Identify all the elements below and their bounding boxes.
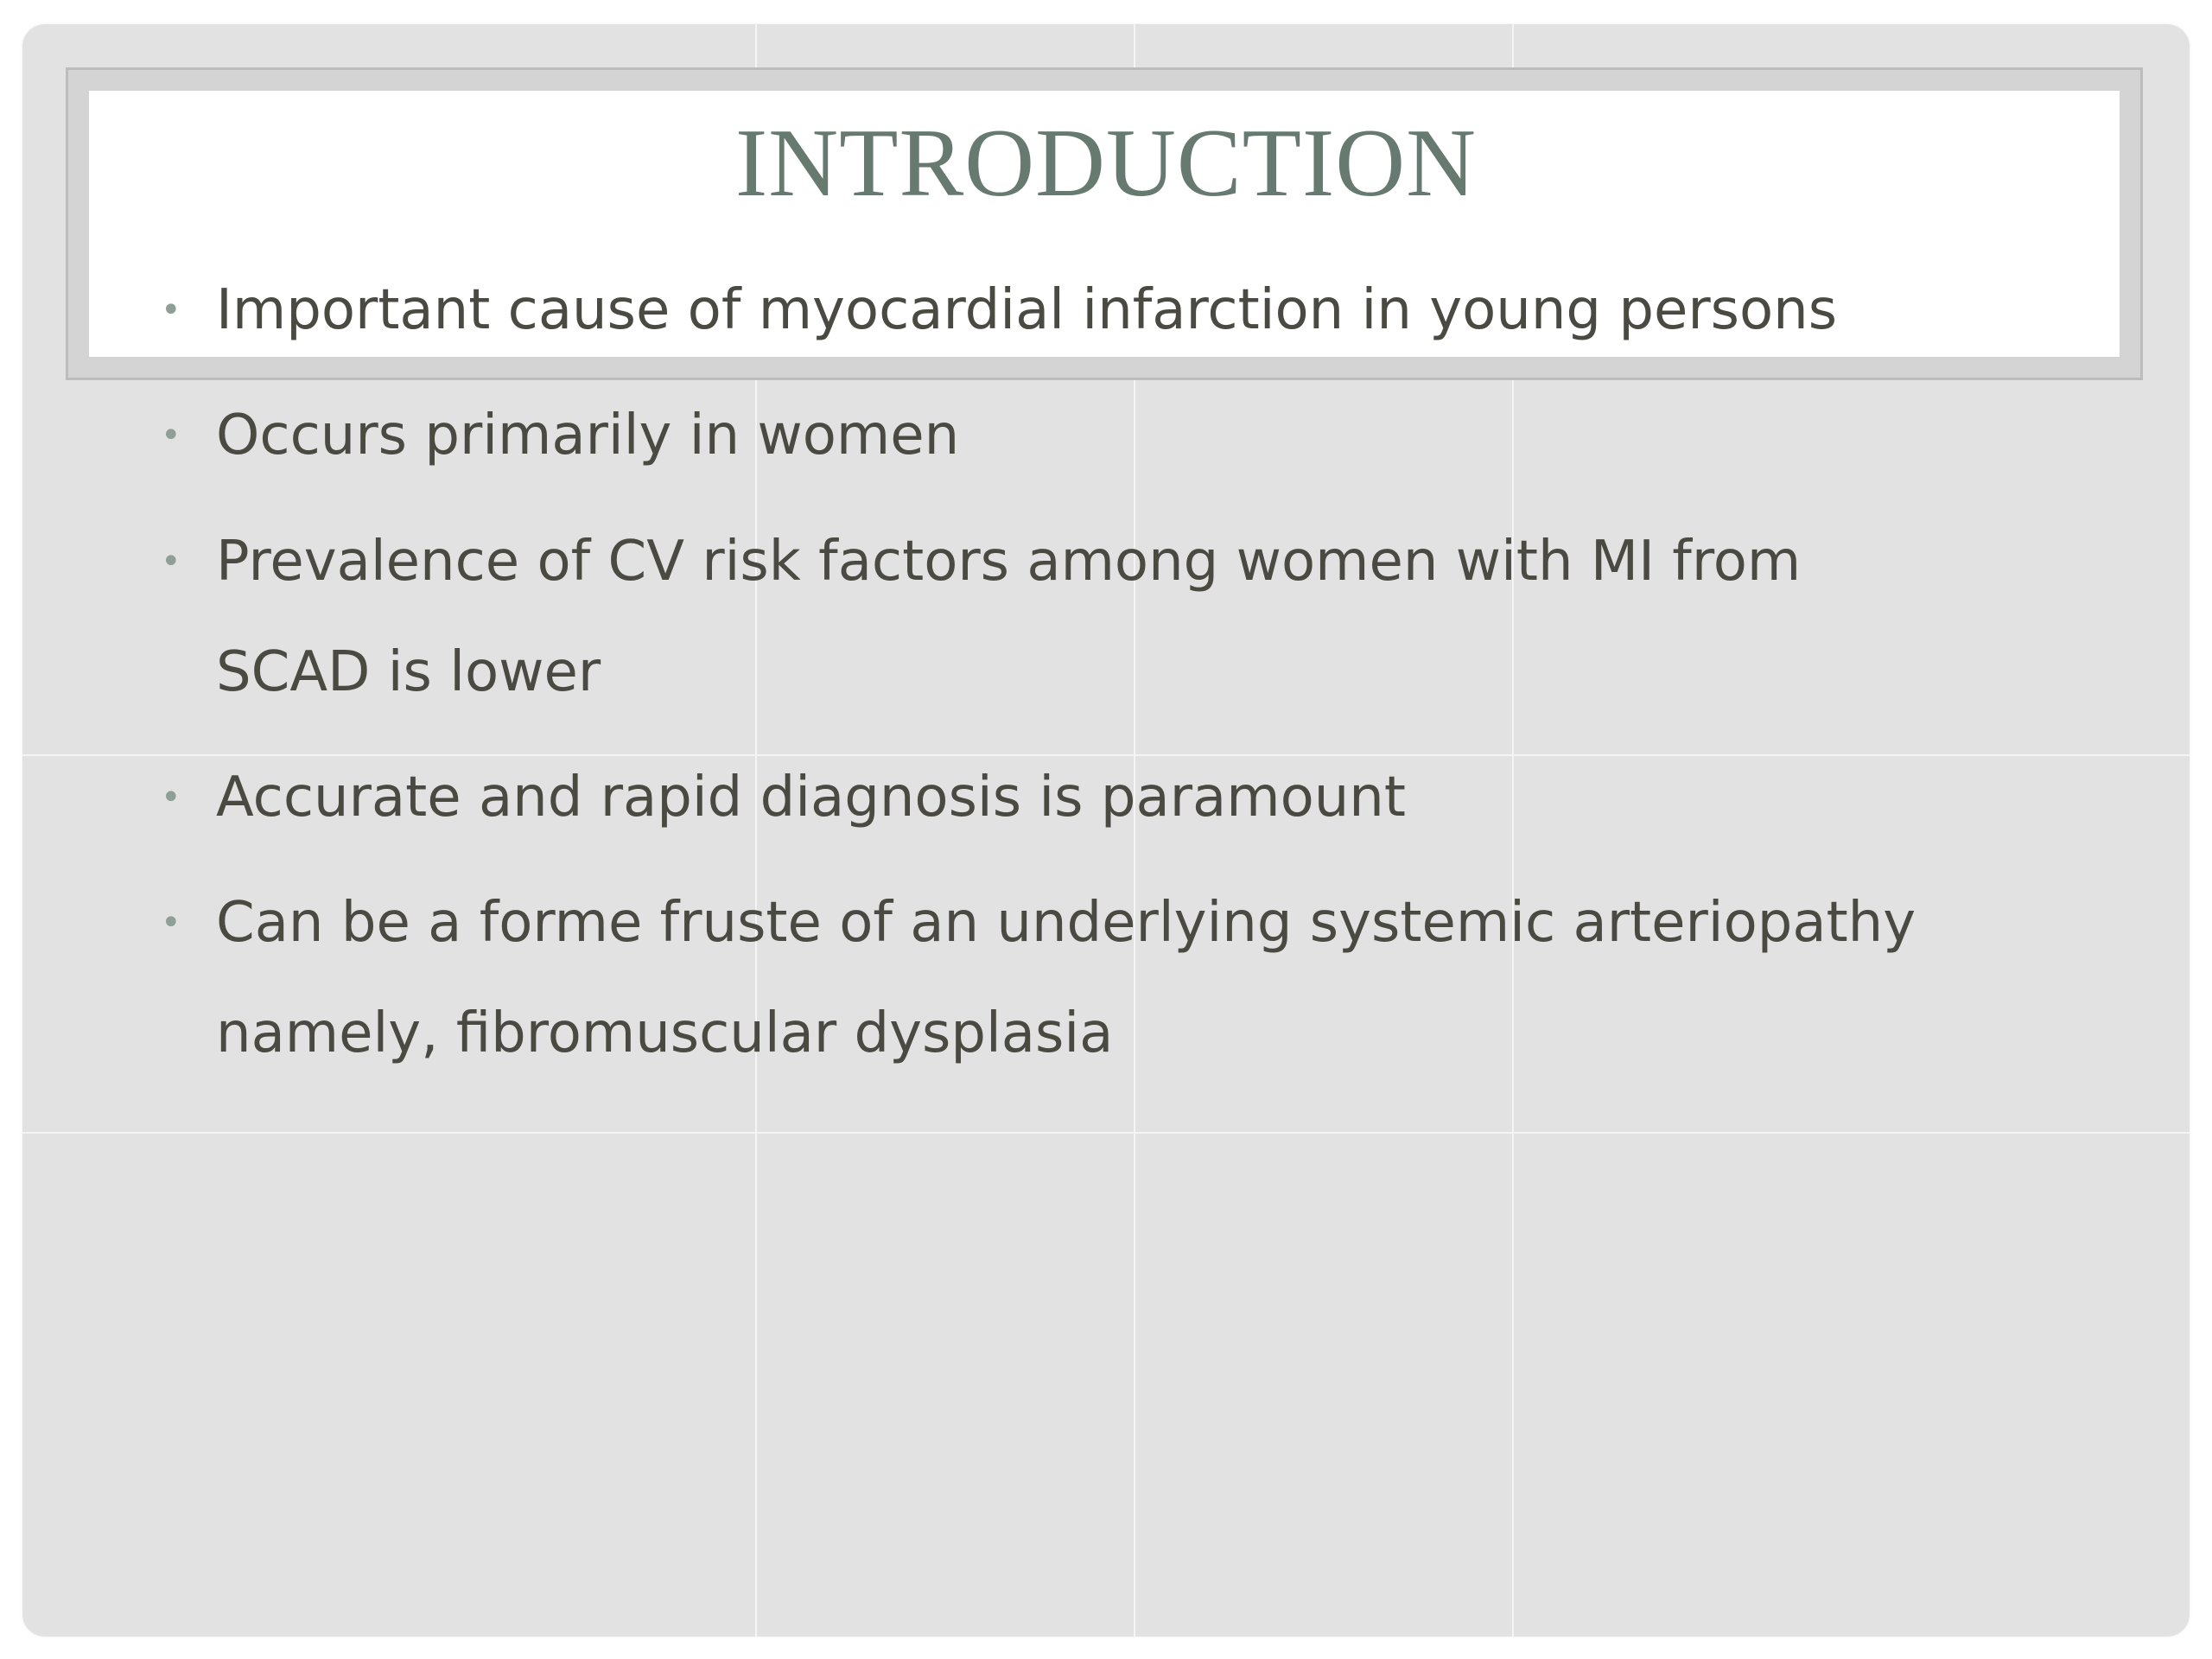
slide-title: INTRODUCTION	[734, 110, 1478, 217]
bullet-icon: •	[161, 290, 181, 330]
bullet-text	[216, 868, 2143, 1089]
bullet-line: SCAD is lower	[216, 640, 601, 704]
bullet-list	[22, 24, 2190, 1637]
slide	[22, 24, 2190, 1637]
bullet-line: Important cause of myocardial infarction in young persons	[216, 278, 1838, 342]
bullet-line: Accurate and rapid diagnosis is paramount	[216, 766, 1406, 830]
bullet-line: namely, fibromuscular dysplasia	[216, 1001, 1114, 1065]
bullet-line: Occurs primarily in women	[216, 404, 960, 467]
bullet-icon: •	[161, 778, 181, 817]
bullet-line: Can be a forme fruste of an underlying systemic arteriopathy	[216, 891, 1916, 955]
bullet-icon: •	[161, 903, 181, 943]
bullet-text	[216, 380, 2143, 491]
bullet-icon: •	[161, 416, 181, 455]
bullet-icon: •	[161, 542, 181, 582]
bullet-line: Prevalence of CV risk factors among women with MI from	[216, 530, 1802, 594]
bullet-text	[216, 742, 2143, 853]
bullet-text	[216, 506, 2143, 728]
bullet-text	[216, 255, 2143, 365]
